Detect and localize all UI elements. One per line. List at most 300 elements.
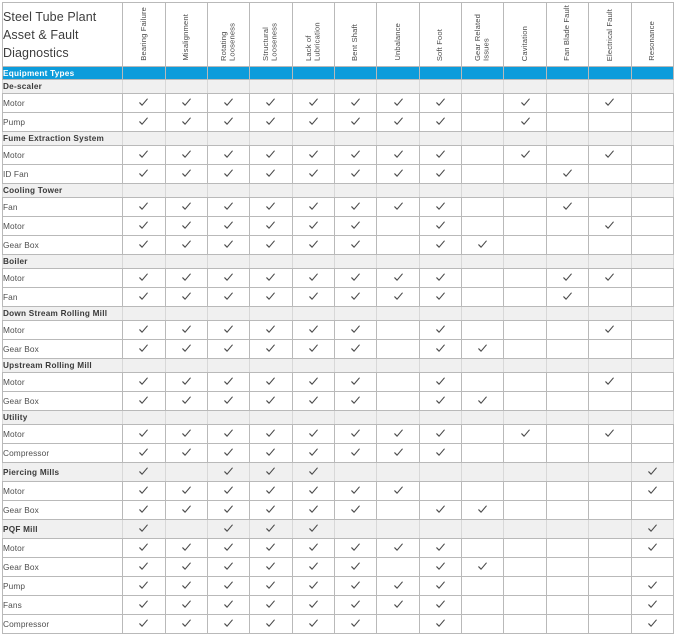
fault-cell-checked bbox=[250, 340, 292, 359]
checkmark-icon bbox=[436, 581, 445, 590]
banner-filler-cell bbox=[462, 67, 504, 80]
checkmark-icon bbox=[266, 486, 275, 495]
checkmark-icon bbox=[266, 543, 275, 552]
fault-cell-empty bbox=[250, 307, 292, 321]
equipment-group-label: PQF Mill bbox=[3, 520, 123, 539]
fault-cell-checked bbox=[250, 146, 292, 165]
fault-cell-empty bbox=[335, 184, 377, 198]
fault-cell-empty bbox=[292, 184, 334, 198]
table-row bbox=[3, 269, 674, 288]
checkmark-icon bbox=[351, 448, 360, 457]
fault-cell-empty bbox=[504, 340, 546, 359]
fault-cell-empty bbox=[589, 577, 631, 596]
checkmark-icon bbox=[224, 202, 233, 211]
fault-cell-checked bbox=[292, 198, 334, 217]
fault-cell-checked bbox=[123, 198, 165, 217]
fault-cell-checked bbox=[123, 482, 165, 501]
fault-cell-checked bbox=[335, 217, 377, 236]
fault-cell-checked bbox=[250, 463, 292, 482]
fault-cell-empty bbox=[123, 359, 165, 373]
checkmark-icon bbox=[351, 98, 360, 107]
equipment-group-row bbox=[3, 463, 674, 482]
fault-cell-checked bbox=[419, 373, 461, 392]
checkmark-icon bbox=[351, 562, 360, 571]
checkmark-icon bbox=[224, 292, 233, 301]
fault-cell-checked bbox=[419, 94, 461, 113]
checkmark-icon bbox=[224, 240, 233, 249]
equipment-group-row bbox=[3, 359, 674, 373]
fault-cell-checked bbox=[292, 146, 334, 165]
checkmark-icon bbox=[266, 150, 275, 159]
checkmark-icon bbox=[309, 581, 318, 590]
fault-cell-checked bbox=[377, 165, 419, 184]
checkmark-icon bbox=[436, 273, 445, 282]
fault-cell-empty bbox=[377, 463, 419, 482]
table-row bbox=[3, 340, 674, 359]
fault-cell-empty bbox=[546, 520, 588, 539]
asset-row-label: Fan bbox=[3, 288, 123, 307]
checkmark-icon bbox=[139, 117, 148, 126]
banner-filler-cell bbox=[631, 67, 673, 80]
fault-cell-checked bbox=[377, 444, 419, 463]
fault-cell-empty bbox=[546, 577, 588, 596]
fault-cell-checked bbox=[419, 198, 461, 217]
fault-cell-checked bbox=[250, 373, 292, 392]
fault-cell-empty bbox=[462, 113, 504, 132]
checkmark-icon bbox=[605, 221, 614, 230]
fault-cell-empty bbox=[504, 236, 546, 255]
fault-cell-checked bbox=[250, 482, 292, 501]
checkmark-icon bbox=[309, 448, 318, 457]
checkmark-icon bbox=[309, 486, 318, 495]
fault-cell-empty bbox=[335, 307, 377, 321]
checkmark-icon bbox=[436, 543, 445, 552]
fault-cell-checked bbox=[207, 425, 249, 444]
checkmark-icon bbox=[266, 448, 275, 457]
checkmark-icon bbox=[351, 429, 360, 438]
fault-cell-checked bbox=[335, 596, 377, 615]
fault-cell-checked bbox=[250, 165, 292, 184]
fault-cell-empty bbox=[377, 255, 419, 269]
checkmark-icon bbox=[648, 467, 657, 476]
checkmark-icon bbox=[436, 429, 445, 438]
checkmark-icon bbox=[266, 429, 275, 438]
checkmark-icon bbox=[436, 150, 445, 159]
checkmark-icon bbox=[351, 377, 360, 386]
fault-cell-checked bbox=[335, 113, 377, 132]
checkmark-icon bbox=[139, 562, 148, 571]
asset-row-label: Gear Box bbox=[3, 558, 123, 577]
checkmark-icon bbox=[266, 581, 275, 590]
fault-cell-empty bbox=[462, 198, 504, 217]
checkmark-icon bbox=[182, 202, 191, 211]
fault-cell-checked bbox=[631, 596, 673, 615]
fault-cell-checked bbox=[123, 520, 165, 539]
fault-cell-empty bbox=[589, 444, 631, 463]
checkmark-icon bbox=[521, 150, 530, 159]
fault-cell-empty bbox=[462, 184, 504, 198]
fault-cell-empty bbox=[504, 321, 546, 340]
fault-cell-checked bbox=[165, 425, 207, 444]
fault-cell-empty bbox=[504, 482, 546, 501]
fault-cell-empty bbox=[462, 288, 504, 307]
asset-row-label: ID Fan bbox=[3, 165, 123, 184]
equipment-group-row bbox=[3, 411, 674, 425]
column-header-cavitation bbox=[504, 3, 546, 67]
asset-row-label: Motor bbox=[3, 539, 123, 558]
asset-row-label: Motor bbox=[3, 373, 123, 392]
fault-cell-empty bbox=[546, 255, 588, 269]
checkmark-icon bbox=[266, 202, 275, 211]
fault-cell-checked bbox=[462, 558, 504, 577]
fault-cell-checked bbox=[123, 236, 165, 255]
table-row bbox=[3, 577, 674, 596]
fault-cell-empty bbox=[207, 80, 249, 94]
header-row bbox=[3, 3, 674, 67]
equipment-group-label: De-scaler bbox=[3, 80, 123, 94]
column-header-label: Electrical Fault bbox=[604, 8, 614, 61]
fault-cell-empty bbox=[250, 359, 292, 373]
fault-cell-checked bbox=[419, 165, 461, 184]
fault-cell-empty bbox=[165, 520, 207, 539]
checkmark-icon bbox=[309, 169, 318, 178]
fault-cell-empty bbox=[546, 217, 588, 236]
fault-cell-checked bbox=[377, 577, 419, 596]
table-row bbox=[3, 198, 674, 217]
fault-cell-empty bbox=[631, 444, 673, 463]
checkmark-icon bbox=[436, 619, 445, 628]
fault-cell-checked bbox=[462, 236, 504, 255]
fault-cell-checked bbox=[207, 615, 249, 634]
fault-cell-empty bbox=[250, 184, 292, 198]
fault-cell-checked bbox=[292, 392, 334, 411]
fault-cell-empty bbox=[462, 165, 504, 184]
fault-cell-empty bbox=[504, 373, 546, 392]
checkmark-icon bbox=[139, 467, 148, 476]
fault-cell-empty bbox=[546, 596, 588, 615]
checkmark-icon bbox=[351, 169, 360, 178]
fault-cell-checked bbox=[207, 539, 249, 558]
fault-cell-checked bbox=[292, 94, 334, 113]
checkmark-icon bbox=[394, 169, 403, 178]
fault-cell-checked bbox=[292, 165, 334, 184]
checkmark-icon bbox=[563, 273, 572, 282]
fault-cell-empty bbox=[546, 321, 588, 340]
fault-cell-checked bbox=[292, 615, 334, 634]
checkmark-icon bbox=[436, 505, 445, 514]
banner-filler-cell bbox=[207, 67, 249, 80]
checkmark-icon bbox=[182, 581, 191, 590]
fault-cell-empty bbox=[589, 236, 631, 255]
fault-cell-empty bbox=[631, 321, 673, 340]
checkmark-icon bbox=[266, 221, 275, 230]
fault-cell-checked bbox=[207, 340, 249, 359]
checkmark-icon bbox=[436, 325, 445, 334]
banner-label: Equipment Types bbox=[3, 67, 123, 80]
fault-cell-empty bbox=[207, 255, 249, 269]
checkmark-icon bbox=[139, 325, 148, 334]
fault-cell-empty bbox=[589, 113, 631, 132]
checkmark-icon bbox=[436, 98, 445, 107]
fault-cell-empty bbox=[546, 444, 588, 463]
fault-cell-empty bbox=[419, 255, 461, 269]
checkmark-icon bbox=[394, 150, 403, 159]
fault-cell-empty bbox=[377, 411, 419, 425]
fault-cell-checked bbox=[165, 198, 207, 217]
fault-cell-checked bbox=[165, 288, 207, 307]
table-row bbox=[3, 482, 674, 501]
checkmark-icon bbox=[605, 98, 614, 107]
checkmark-icon bbox=[139, 429, 148, 438]
fault-cell-empty bbox=[377, 615, 419, 634]
fault-cell-checked bbox=[589, 373, 631, 392]
checkmark-icon bbox=[309, 240, 318, 249]
fault-cell-checked bbox=[123, 596, 165, 615]
fault-cell-checked bbox=[207, 288, 249, 307]
fault-cell-checked bbox=[292, 463, 334, 482]
fault-cell-checked bbox=[335, 94, 377, 113]
fault-cell-checked bbox=[207, 321, 249, 340]
fault-cell-checked bbox=[377, 539, 419, 558]
fault-cell-checked bbox=[207, 113, 249, 132]
fault-cell-empty bbox=[631, 80, 673, 94]
checkmark-icon bbox=[478, 344, 487, 353]
fault-cell-checked bbox=[123, 501, 165, 520]
checkmark-icon bbox=[224, 543, 233, 552]
checkmark-icon bbox=[436, 344, 445, 353]
fault-cell-empty bbox=[462, 520, 504, 539]
fault-cell-empty bbox=[462, 615, 504, 634]
fault-cell-empty bbox=[377, 307, 419, 321]
checkmark-icon bbox=[309, 292, 318, 301]
fault-cell-checked bbox=[589, 94, 631, 113]
fault-cell-checked bbox=[123, 373, 165, 392]
fault-cell-checked bbox=[292, 340, 334, 359]
fault-cell-checked bbox=[631, 520, 673, 539]
checkmark-icon bbox=[351, 292, 360, 301]
fault-cell-empty bbox=[631, 165, 673, 184]
fault-cell-empty bbox=[631, 132, 673, 146]
checkmark-icon bbox=[224, 377, 233, 386]
fault-cell-empty bbox=[377, 501, 419, 520]
fault-cell-checked bbox=[589, 146, 631, 165]
fault-cell-checked bbox=[207, 198, 249, 217]
fault-cell-empty bbox=[335, 463, 377, 482]
banner-filler-cell bbox=[335, 67, 377, 80]
checkmark-icon bbox=[309, 429, 318, 438]
fault-cell-empty bbox=[377, 236, 419, 255]
fault-cell-empty bbox=[631, 307, 673, 321]
column-header-rotating-looseness bbox=[207, 3, 249, 67]
table-row bbox=[3, 217, 674, 236]
fault-cell-empty bbox=[589, 596, 631, 615]
fault-cell-empty bbox=[504, 198, 546, 217]
fault-cell-empty bbox=[631, 94, 673, 113]
equipment-group-row bbox=[3, 132, 674, 146]
table-row bbox=[3, 165, 674, 184]
fault-cell-empty bbox=[589, 288, 631, 307]
fault-cell-checked bbox=[292, 321, 334, 340]
checkmark-icon bbox=[309, 396, 318, 405]
checkmark-icon bbox=[394, 429, 403, 438]
column-header-label: Structural Looseness bbox=[261, 22, 279, 61]
checkmark-icon bbox=[309, 273, 318, 282]
fault-cell-empty bbox=[546, 501, 588, 520]
fault-cell-checked bbox=[165, 501, 207, 520]
checkmark-icon bbox=[182, 292, 191, 301]
banner-filler-cell bbox=[419, 67, 461, 80]
checkmark-icon bbox=[436, 202, 445, 211]
fault-cell-checked bbox=[377, 425, 419, 444]
fault-cell-checked bbox=[589, 425, 631, 444]
fault-cell-empty bbox=[504, 558, 546, 577]
asset-row-label: Compressor bbox=[3, 444, 123, 463]
checkmark-icon bbox=[351, 396, 360, 405]
fault-cell-empty bbox=[589, 482, 631, 501]
fault-cell-checked bbox=[377, 596, 419, 615]
asset-row-label: Pump bbox=[3, 113, 123, 132]
fault-cell-checked bbox=[377, 146, 419, 165]
fault-cell-checked bbox=[250, 539, 292, 558]
fault-cell-empty bbox=[335, 520, 377, 539]
fault-cell-empty bbox=[631, 255, 673, 269]
checkmark-icon bbox=[182, 221, 191, 230]
checkmark-icon bbox=[394, 292, 403, 301]
fault-cell-empty bbox=[504, 132, 546, 146]
fault-cell-checked bbox=[335, 340, 377, 359]
fault-cell-checked bbox=[292, 113, 334, 132]
fault-cell-empty bbox=[207, 359, 249, 373]
fault-cell-empty bbox=[462, 269, 504, 288]
fault-cell-checked bbox=[123, 558, 165, 577]
fault-cell-empty bbox=[462, 307, 504, 321]
fault-cell-checked bbox=[250, 501, 292, 520]
fault-cell-empty bbox=[250, 132, 292, 146]
checkmark-icon bbox=[139, 202, 148, 211]
checkmark-icon bbox=[224, 344, 233, 353]
fault-cell-checked bbox=[207, 392, 249, 411]
checkmark-icon bbox=[351, 344, 360, 353]
banner-filler-cell bbox=[123, 67, 165, 80]
fault-cell-empty bbox=[631, 373, 673, 392]
fault-cell-empty bbox=[292, 80, 334, 94]
fault-cell-empty bbox=[589, 132, 631, 146]
checkmark-icon bbox=[648, 581, 657, 590]
fault-cell-empty bbox=[631, 392, 673, 411]
table-header bbox=[3, 3, 674, 67]
checkmark-icon bbox=[394, 543, 403, 552]
fault-cell-empty bbox=[419, 184, 461, 198]
fault-cell-checked bbox=[335, 444, 377, 463]
fault-cell-empty bbox=[504, 615, 546, 634]
fault-cell-empty bbox=[504, 411, 546, 425]
fault-cell-checked bbox=[335, 539, 377, 558]
checkmark-icon bbox=[182, 377, 191, 386]
fault-cell-empty bbox=[165, 411, 207, 425]
column-header-electrical-fault bbox=[589, 3, 631, 67]
banner-filler-cell bbox=[292, 67, 334, 80]
checkmark-icon bbox=[605, 377, 614, 386]
fault-cell-checked bbox=[546, 165, 588, 184]
checkmark-icon bbox=[266, 396, 275, 405]
fault-cell-checked bbox=[335, 425, 377, 444]
fault-cell-checked bbox=[250, 113, 292, 132]
fault-cell-checked bbox=[335, 288, 377, 307]
fault-cell-empty bbox=[419, 411, 461, 425]
checkmark-icon bbox=[139, 524, 148, 533]
fault-cell-empty bbox=[292, 132, 334, 146]
fault-cell-empty bbox=[250, 80, 292, 94]
fault-cell-empty bbox=[377, 132, 419, 146]
table-body bbox=[3, 67, 674, 634]
fault-cell-checked bbox=[250, 425, 292, 444]
fault-cell-checked bbox=[631, 463, 673, 482]
fault-cell-empty bbox=[546, 236, 588, 255]
fault-cell-empty bbox=[377, 321, 419, 340]
checkmark-icon bbox=[182, 505, 191, 514]
fault-cell-empty bbox=[504, 444, 546, 463]
checkmark-icon bbox=[648, 600, 657, 609]
fault-cell-checked bbox=[123, 94, 165, 113]
checkmark-icon bbox=[605, 273, 614, 282]
checkmark-icon bbox=[266, 377, 275, 386]
checkmark-icon bbox=[478, 562, 487, 571]
table-row bbox=[3, 501, 674, 520]
fault-cell-empty bbox=[419, 80, 461, 94]
asset-row-label: Pump bbox=[3, 577, 123, 596]
fault-cell-empty bbox=[631, 425, 673, 444]
fault-cell-empty bbox=[546, 132, 588, 146]
fault-cell-empty bbox=[631, 198, 673, 217]
fault-cell-empty bbox=[250, 411, 292, 425]
checkmark-icon bbox=[139, 377, 148, 386]
checkmark-icon bbox=[224, 600, 233, 609]
table-row bbox=[3, 288, 674, 307]
fault-cell-empty bbox=[335, 80, 377, 94]
fault-cell-empty bbox=[589, 165, 631, 184]
fault-cell-checked bbox=[335, 482, 377, 501]
fault-cell-checked bbox=[419, 615, 461, 634]
fault-cell-empty bbox=[462, 539, 504, 558]
fault-cell-empty bbox=[165, 359, 207, 373]
checkmark-icon bbox=[266, 562, 275, 571]
table-row bbox=[3, 596, 674, 615]
column-header-bent-shaft bbox=[335, 3, 377, 67]
fault-cell-checked bbox=[589, 321, 631, 340]
fault-cell-checked bbox=[589, 217, 631, 236]
checkmark-icon bbox=[309, 562, 318, 571]
fault-cell-checked bbox=[589, 269, 631, 288]
fault-cell-checked bbox=[419, 444, 461, 463]
checkmark-icon bbox=[478, 396, 487, 405]
fault-cell-empty bbox=[631, 359, 673, 373]
checkmark-icon bbox=[394, 581, 403, 590]
checkmark-icon bbox=[351, 273, 360, 282]
table-row bbox=[3, 392, 674, 411]
fault-cell-checked bbox=[165, 392, 207, 411]
checkmark-icon bbox=[224, 486, 233, 495]
fault-cell-empty bbox=[546, 392, 588, 411]
fault-cell-empty bbox=[419, 463, 461, 482]
column-header-label: Resonance bbox=[646, 21, 656, 61]
checkmark-icon bbox=[182, 543, 191, 552]
fault-cell-checked bbox=[546, 288, 588, 307]
checkmark-icon bbox=[224, 396, 233, 405]
fault-cell-empty bbox=[207, 307, 249, 321]
fault-cell-empty bbox=[589, 359, 631, 373]
column-header-label: Cavitation bbox=[519, 25, 529, 61]
banner-filler-cell bbox=[377, 67, 419, 80]
